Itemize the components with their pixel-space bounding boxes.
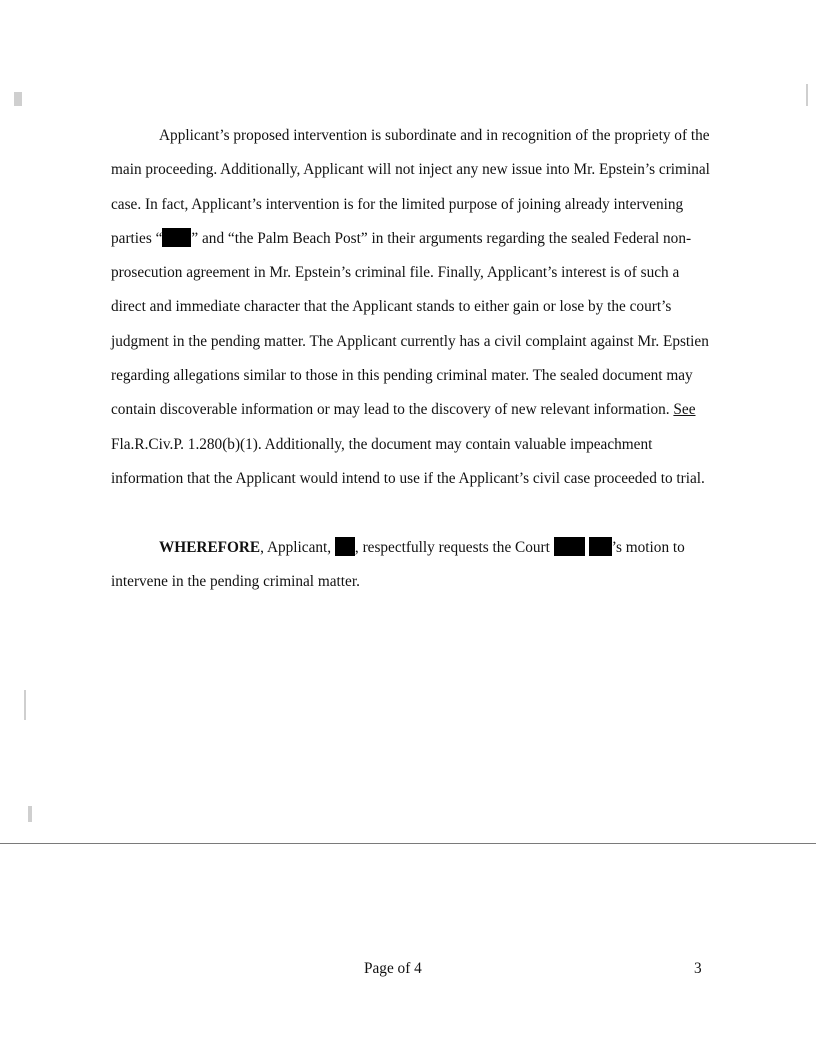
footer-page-number: 3 <box>694 960 702 977</box>
redaction-block <box>554 537 585 556</box>
scan-artifact <box>24 690 26 720</box>
paragraph-2-text-c: ’s motion to intervene in the pending criminal matter. <box>111 539 685 591</box>
redaction-block <box>162 228 191 247</box>
see-citation-signal: See <box>673 401 696 419</box>
redaction-block <box>335 537 355 556</box>
redaction-block <box>589 537 612 556</box>
paragraph-1-text-a: Applicant’s proposed intervention is subordinate and in recognition of the propriety of the main proceeding. Additionally, Applicant will not inject any new issue into Mr. Epstein’s criminal case. In fact, Applicant’s intervention is for the limited purpose of joining already intervening parties “ <box>111 127 710 247</box>
scan-artifact <box>14 92 22 106</box>
paragraph-1-text-b: ” and “the Palm Beach Post” in their arguments regarding the sealed Federal non-prosecution agreement in Mr. Epstein’s criminal file. Finally, Applicant’s interest is of such a direct and immediate character that the Applicant stands to either gain or lose by the court’s judgment in the pending matter. The Applicant currently has a civil complaint against Mr. Epstien regarding allegations similar to those in this pending criminal mater. The sealed document may contain discoverable information or may lead to the discovery of new relevant information. <box>111 229 709 419</box>
paragraph-2-text-b: , respectfully requests the Court <box>354 539 554 556</box>
scan-artifact <box>806 84 808 106</box>
scan-divider-line <box>0 843 816 844</box>
wherefore-heading: WHEREFORE <box>159 539 261 556</box>
paragraph-1-text-c: Fla.R.Civ.P. 1.280(b)(1). Additionally, the document may contain valuable impeachment information that the Applicant would intend to use if the Applicant’s civil case proceeded to trial. <box>111 435 705 487</box>
body-paragraph-2 <box>111 531 711 600</box>
scan-artifact <box>28 806 32 822</box>
paragraph-2-text-a: , Applicant, <box>260 539 335 556</box>
footer-page-label: Page of 4 <box>364 960 422 977</box>
body-paragraph-1 <box>111 119 711 496</box>
